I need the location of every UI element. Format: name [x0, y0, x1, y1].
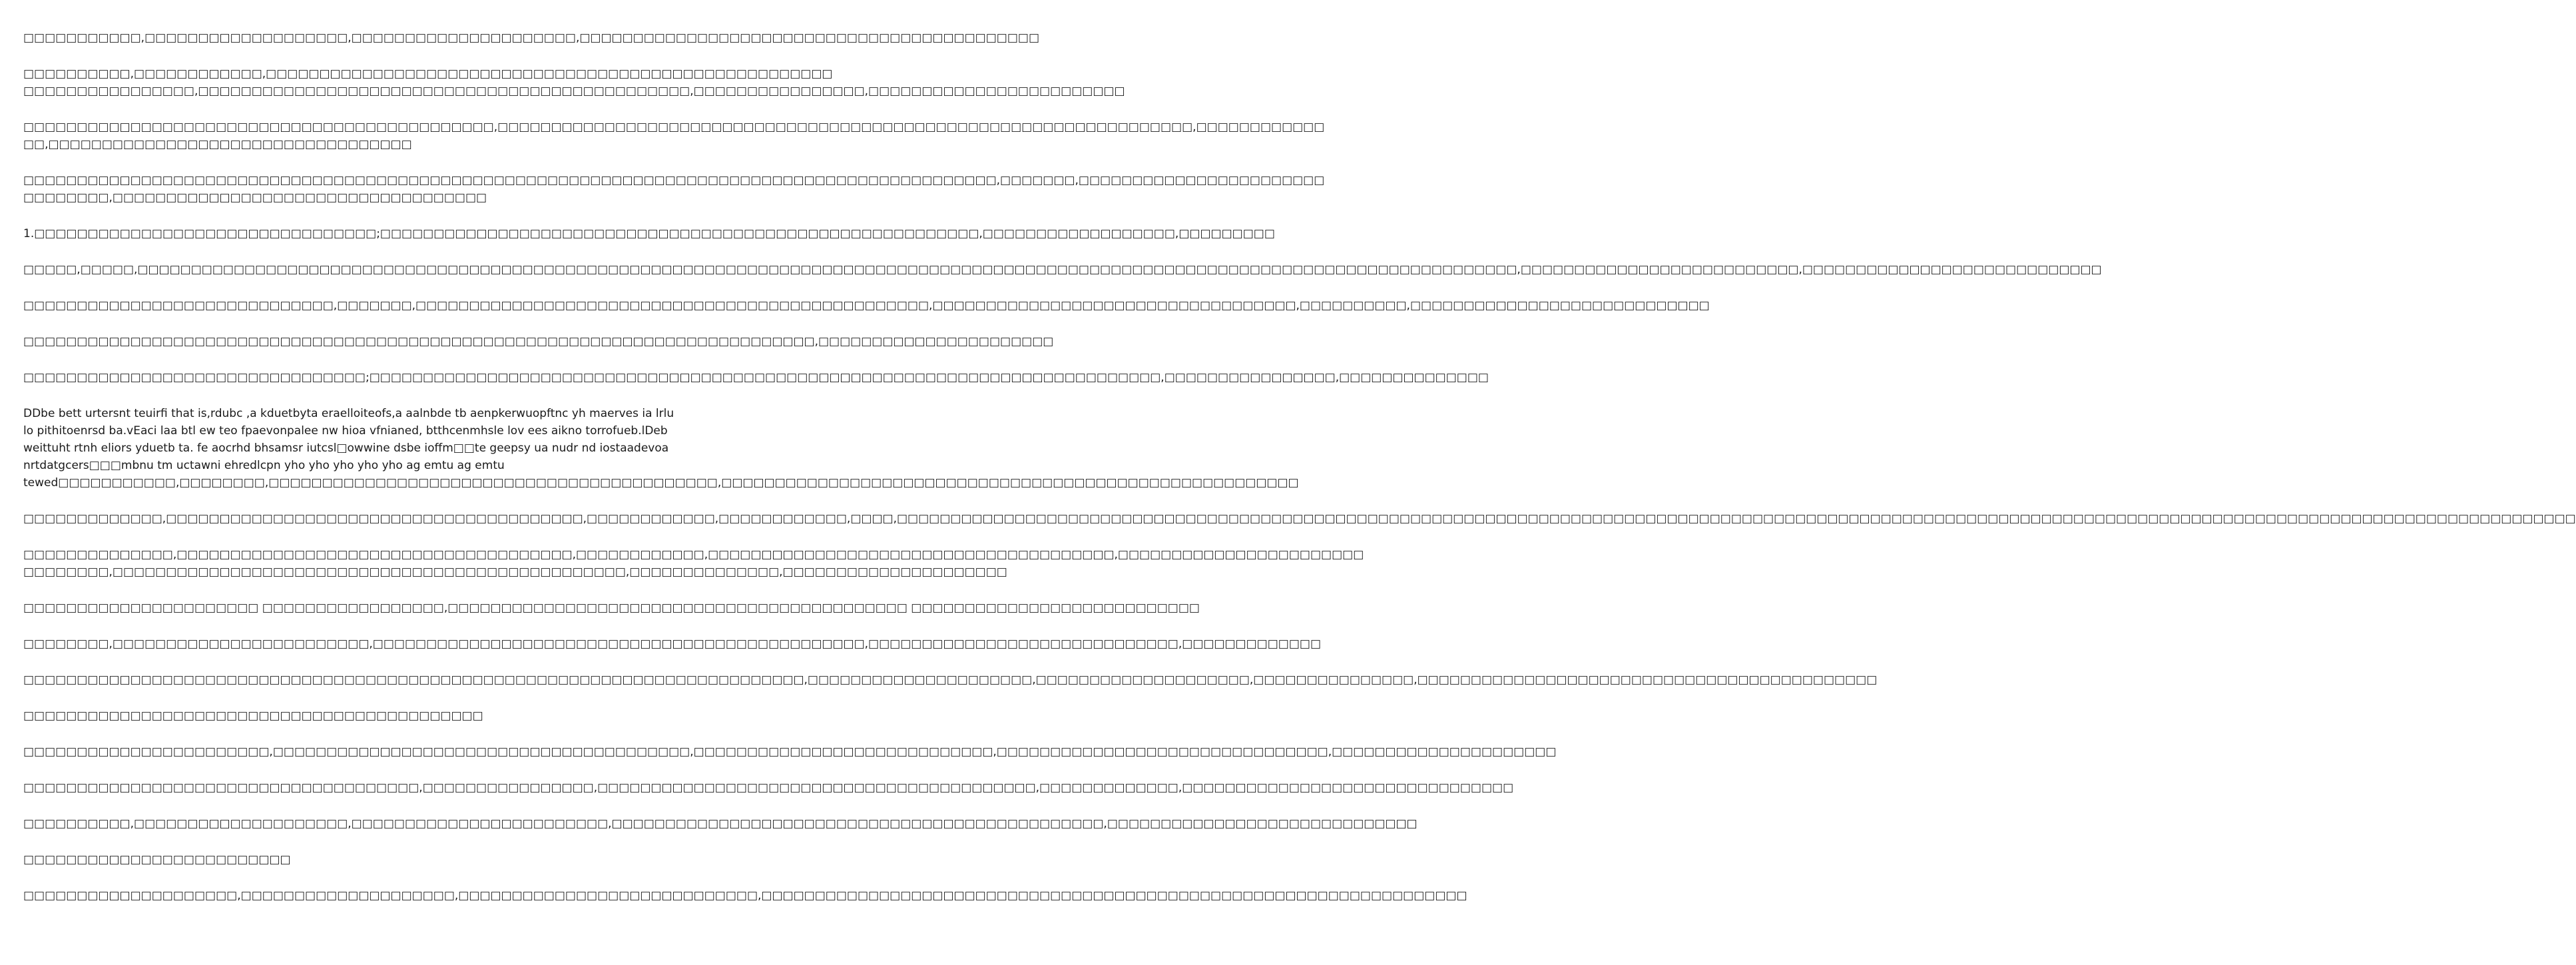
- paragraph: [23, 119, 1325, 153]
- paragraph: [23, 743, 1557, 761]
- text-line: □□□□□□□□□□□□□□□□□□□□,□□□□□□□□□□□□□□□□□□□□,□□□□□□□□□□□□□□□□□□□□□□□□□□□□,□□□□□□□□□□□□□□□□□□□□□□□□□□□□□□□□□□□□□□□□□□□□□□□□□□□□□□□□□□□□□□□□□□: [23, 889, 1467, 902]
- text-line: □□□□□□□□□□,□□□□□□□□□□□□,□□□□□□□□□□□□□□□□□□□□□□□□□□□□□□□□□□□□□□□□□□□□□□□□□□□□□: [23, 67, 833, 81]
- text-line: DDbe bett urtersnt teuirfi that is,rdubc ,a kduetbyta eraelloiteofs,a aalnbde tb aenpkerwuopftnc yh maerves ia lrlu: [23, 407, 674, 420]
- paragraph: [23, 887, 1467, 904]
- paragraph: [23, 333, 1054, 350]
- text-line: □□□□□□□□□□□□□□□□□□□□□□□□□□□□□□□□□□□□□□□□□□□□□□□□□□□□□□□□□□□□□□□□□□□□□□□□□□□□□□□□□□□□□□□□□□□,□□□□□□□,□□□□□□□□□□□□□□□□□□□□□□□: [23, 174, 1325, 187]
- paragraph: [23, 851, 658, 868]
- text-line: □□□□□□□□□□□□□□□□□□□□□□□□□□□□□□□□□□□□□□□□□□□□,□□□□□□□□□□□□□□□□□□□□□□□□□□□□□□□□□□□□□□□□□□□□□□□□□□□□□□□□□□□□□□□□□,□□□□□□□□□□□□: [23, 121, 1325, 134]
- text-line: □□□□□□□□□□□□□□,□□□□□□□□□□□□□□□□□□□□□□□□□□□□□□□□□□□□□,□□□□□□□□□□□□,□□□□□□□□□□□□□□□□□□□□□□□□□□□□□□□□□□□□□□,□□□□□□□□□□□□□□□□□□□□□□□: [23, 548, 1364, 561]
- paragraph: [23, 779, 1514, 797]
- text-line: □□□□□□□□□□□□□□□□□□□□□□□□□: [23, 853, 291, 866]
- paragraph: [23, 707, 658, 725]
- text-line: 1.□□□□□□□□□□□□□□□□□□□□□□□□□□□□□□□□;□□□□□□□□□□□□□□□□□□□□□□□□□□□□□□□□□□□□□□□□□□□□□□□□□□□□□□□□,□□□□□□□□□□□□□□□□□□,□□□□□□□□□: [23, 227, 1275, 240]
- text-line: □□□□□□□□□□□□□□□□,□□□□□□□□□□□□□□□□□□□□□□□□□□□□□□□□□□□□□□□□□□□□□□,□□□□□□□□□□□□□□□□,□□□□□□□□□□□□□□□□□□□□□□□□: [23, 85, 1125, 98]
- paragraph: [23, 369, 1489, 386]
- paragraph: [23, 29, 1040, 47]
- text-line: nrtdatgcers□□□mbnu tm uctawni ehredlcpn yho yho yho yho yho ag emtu ag emtu: [23, 459, 505, 472]
- text-line: □□□□□□□□□□,□□□□□□□□□□□□□□□□□□□□,□□□□□□□□□□□□□□□□□□□□□□□□,□□□□□□□□□□□□□□□□□□□□□□□□□□□□□□□□□□□□□□□□□□□□□□,□□□□□□□□□□□□□□□□□□□□□□□□□□□□□: [23, 817, 1417, 830]
- text-line: □□,□□□□□□□□□□□□□□□□□□□□□□□□□□□□□□□□□□: [23, 138, 412, 151]
- text-line: □□□□□,□□□□□,□□□□□□□□□□□□□□□□□□□□□□□□□□□□□□□□□□□□□□□□□□□□□□□□□□□□□□□□□□□□□□□□□□□□□□□□□□□□□□□□□□□□□□□□□□□□□□□□□□□□□□□□□□□□□□□□□□□□□□□□□□□□□□□□□,□□□□□□□□□□□□□□□□□□□□□□□□□□,□□□□□□□□□□□□□□□□□□□□□□□□□□□□: [23, 263, 2102, 276]
- text-line: □□□□□□□□□□□□□□□□□□□□□□□□□□□□□□□□□□□□□□□□□□□: [23, 709, 483, 723]
- text-line: □□□□□□□□□□□□□□□□□□□□□□□□□□□□□□□□□□□□□□□□□□□□□□□□□□□□□□□□□□□□□□□□□□□□□□□□□,□□□□□□□□□□□□□□□□□□□□□,□□□□□□□□□□□□□□□□□□□□,□□□□□□□□□□□□□□□,□□□□□□□□□□□□□□□□□□□□□□□□□□□□□□□□□□□□□□□□□□□: [23, 673, 1878, 687]
- text-line: □□□□□□□□,□□□□□□□□□□□□□□□□□□□□□□□□□□□□□□□□□□□□□□□□□□□□□□□□,□□□□□□□□□□□□□□,□□□□□□□□□□□□□□□□□□□□□: [23, 565, 1007, 579]
- paragraph: [23, 815, 1417, 832]
- document-body: [23, 29, 2576, 904]
- paragraph: [23, 225, 1275, 242]
- text-line: weittuht rtnh eliors yduetb ta. fe aocrhd bhsamsr iutcsl□owwine dsbe ioffm□□te geepsy ua nudr nd iostaadevoa: [23, 442, 669, 455]
- text-line: □□□□□□□□□□□□□□□□□□□□□□ □□□□□□□□□□□□□□□□□,□□□□□□□□□□□□□□□□□□□□□□□□□□□□□□□□□□□□□□□□□□□ □□□□□□□□□□□□□□□□□□□□□□□□□□□: [23, 601, 1200, 615]
- text-line: □□□□□□□□□□□□□□□□□□□□□□□□□□□□□□□□□□□□□,□□□□□□□□□□□□□□□□,□□□□□□□□□□□□□□□□□□□□□□□□□□□□□□□□□□□□□□□□□,□□□□□□□□□□□□□,□□□□□□□□□□□□□□□□□□□□□□□□□□□□□□□: [23, 781, 1514, 795]
- text-line: tewed□□□□□□□□□□□,□□□□□□□□,□□□□□□□□□□□□□□□□□□□□□□□□□□□□□□□□□□□□□□□□□□,□□□□□□□□□□□□□□□□□□□□□□□□□□□□□□□□□□□□□□□□□□□□□□□□□□□□□□: [23, 476, 1299, 489]
- paragraph: [23, 671, 1878, 689]
- paragraph: [23, 172, 1325, 206]
- text-line: □□□□□□□□,□□□□□□□□□□□□□□□□□□□□□□□□,□□□□□□□□□□□□□□□□□□□□□□□□□□□□□□□□□□□□□□□□□□□□□□,□□□□□□□□□□□□□□□□□□□□□□□□□□□□□,□□□□□□□□□□□□□: [23, 637, 1322, 651]
- paragraph: [23, 510, 2576, 527]
- paragraph: [23, 546, 1364, 581]
- text-line: □□□□□□□□□□□□□□□□□□□□□□□□□□□□□□□□;□□□□□□□□□□□□□□□□□□□□□□□□□□□□□□□□□□□□□□□□□□□□□□□□□□□□□□□□□□□□□□□□□□□□□□□□□□,□□□□□□□□□□□□□□□□,□□□□□□□□□□□□□□: [23, 371, 1489, 384]
- paragraph: [23, 405, 1299, 491]
- text-line: □□□□□□□□□□□□□□□□□□□□□□□□□□□□□,□□□□□□□,□□□□□□□□□□□□□□□□□□□□□□□□□□□□□□□□□□□□□□□□□□□□□□□□,□□□□□□□□□□□□□□□□□□□□□□□□□□□□□□□□□□,□□□□□□□□□□,□□□□□□□□□□□□□□□□□□□□□□□□□□□□: [23, 299, 1710, 312]
- paragraph: [23, 635, 1322, 653]
- paragraph: [23, 297, 1710, 314]
- text-line: □□□□□□□□□□□□□□□□□□□□□□□,□□□□□□□□□□□□□□□□□□□□□□□□□□□□□□□□□□□□□□□,□□□□□□□□□□□□□□□□□□□□□□□□□□□□,□□□□□□□□□□□□□□□□□□□□□□□□□□□□□□□,□□□□□□□□□□□□□□□□□□□□□: [23, 745, 1557, 759]
- text-line: □□□□□□□□□□□,□□□□□□□□□□□□□□□□□□□,□□□□□□□□□□□□□□□□□□□□□,□□□□□□□□□□□□□□□□□□□□□□□□□□□□□□□□□□□□□□□□□□□: [23, 31, 1040, 45]
- paragraph: [23, 261, 2102, 278]
- paragraph: [23, 65, 1125, 100]
- text-line: □□□□□□□□,□□□□□□□□□□□□□□□□□□□□□□□□□□□□□□□□□□□: [23, 191, 487, 204]
- text-line: □□□□□□□□□□□□□□□□□□□□□□□□□□□□□□□□□□□□□□□□□□□□□□□□□□□□□□□□□□□□□□□□□□□□□□□□□□,□□□□□□□□□□□□□□□□□□□□□□: [23, 335, 1054, 348]
- paragraph: [23, 599, 1200, 617]
- text-line: lo pithitoenrsd ba.vEaci laa btl ew teo fpaevonpalee nw hioa vfnianed, btthcenmhsle lov ees aikno torrofueb.lDeb: [23, 424, 668, 438]
- text-line: □□□□□□□□□□□□□,□□□□□□□□□□□□□□□□□□□□□□□□□□□□□□□□□□□□□□□,□□□□□□□□□□□□,□□□□□□□□□□□□,□□□□,□□□□□□□□□□□□□□□□□□□□□□□□□□□□□□□□□□□□□□□□□□□□□□□□□□□□□□□□□□□□□□□□□□□□□□□□□□□□□□□□□□□□□□□□□□□□□□□□□□□□□□□□□□□□□□□□□□□□□□□□□□□□□□□□□□□□□□□□□□□□□□□□□□□□□□□□□□□□□: [23, 512, 2576, 525]
